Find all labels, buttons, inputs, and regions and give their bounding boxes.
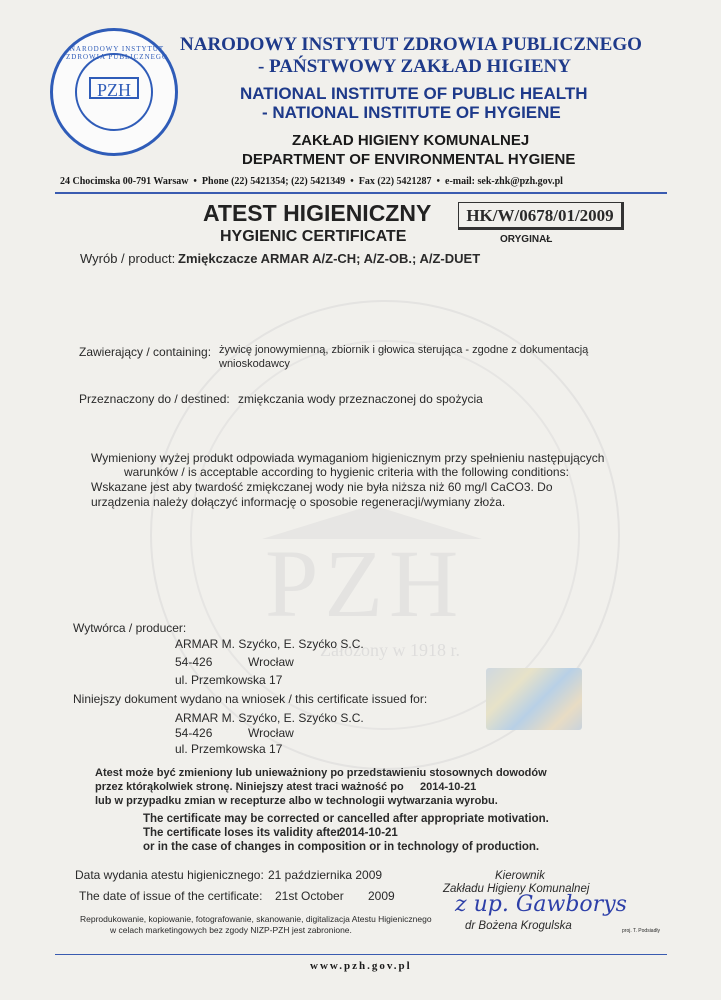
issued-for-city: Wrocław [248, 726, 294, 740]
validity-en-date: 2014-10-21 [339, 827, 398, 839]
producer-postcode: 54-426 [175, 655, 213, 669]
title-pl-1: NARODOWY INSTYTUT ZDROWIA PUBLICZNEGO [180, 34, 642, 55]
header-rule [55, 192, 667, 194]
contact-line: 24 Chocimska 00-791 Warsaw • Phone (22) 5421354; (22) 5421349 • Fax (22) 5421287 • e-mail: sek-zhk@pzh.gov.pl [60, 176, 563, 187]
destined-value: zmiękczania wody przeznaczonej do spożycia [238, 392, 483, 406]
certificate-number: HK/W/0678/01/2009 [458, 202, 624, 230]
conditions-line-4: urządzenia należy dołączyć informację o sposobie regeneracji/wymiany złoża. [91, 495, 506, 509]
watermark-text: PZH [265, 530, 465, 637]
issued-for-name: ARMAR M. Szyćko, E. Szyćko S.C. [175, 711, 364, 725]
validity-pl-date: 2014-10-21 [420, 781, 477, 793]
producer-street: ul. Przemkowska 17 [175, 673, 283, 687]
containing-value-1: żywicę jonowymienną, zbiornik i głowica sterująca - zgodne z dokumentacją [219, 344, 589, 356]
containing-label: Zawierający / containing: [79, 345, 212, 359]
product-label: Wyrób / product: [80, 251, 176, 266]
issue-en-day: 21st October [275, 889, 344, 903]
product-value: Zmiękczacze ARMAR A/Z-CH; A/Z-OB.; A/Z-DUET [178, 251, 481, 266]
hologram-sticker [486, 668, 582, 730]
destined-label: Przeznaczony do / destined: [79, 392, 230, 406]
producer-label: Wytwórca / producer: [73, 621, 187, 635]
issued-for-label: Niniejszy dokument wydano na wniosek / this certificate issued for: [73, 692, 428, 706]
issue-pl-label: Data wydania atestu higienicznego: [75, 868, 264, 882]
handwritten-signature: z up. Gawborys [455, 892, 627, 917]
signature-role-2: Zakładu Higieny Komunalnej [443, 883, 590, 895]
logo-ring-text: NARODOWY INSTYTUT ZDROWIA PUBLICZNEGO [65, 45, 169, 61]
title-en-2: - NATIONAL INSTITUTE OF HYGIENE [262, 103, 561, 122]
validity-pl-line-3: lub w przypadku zmian w recepturze albo w technologii wytwarzania wyrobu. [95, 795, 498, 807]
validity-pl-line-2: przez którąkolwiek stronę. Niniejszy atest traci ważność po [95, 781, 404, 793]
validity-en-line-3: or in the case of changes in composition or in technology of production. [143, 841, 540, 853]
issue-en-year: 2009 [368, 889, 395, 903]
validity-en-line-2: The certificate loses its validity after [143, 827, 342, 839]
certificate-title-pl: ATEST HIGIENICZNY [203, 200, 432, 226]
producer-name: ARMAR M. Szyćko, E. Szyćko S.C. [175, 637, 364, 651]
reproduction-line-1: Reprodukowanie, kopiowanie, fotografowanie, skanowanie, digitalizacja Atestu Higienicznego [80, 914, 432, 924]
title-en-1: NATIONAL INSTITUTE OF PUBLIC HEALTH [240, 84, 588, 103]
signature-small-note: proj. T. Podsiadły [622, 928, 660, 934]
certificate-title-en: HYGIENIC CERTIFICATE [220, 228, 407, 245]
validity-en-line-1: The certificate may be corrected or cancelled after appropriate motivation. [143, 813, 549, 825]
original-stamp: ORYGINAŁ [500, 234, 553, 245]
producer-city: Wrocław [248, 655, 294, 669]
issue-pl-value: 21 października 2009 [268, 868, 383, 882]
signature-role-1: Kierownik [495, 870, 545, 882]
conditions-line-2: warunków / is acceptable according to hygienic criteria with the following conditions: [124, 465, 569, 479]
signature-name: dr Bożena Krogulska [465, 920, 572, 932]
logo-pzh-text: PZH [89, 77, 139, 99]
reproduction-line-2: w celach marketingowych bez zgody NIZP-PZH jest zabronione. [110, 925, 352, 935]
institute-logo [50, 28, 178, 156]
issued-for-street: ul. Przemkowska 17 [175, 742, 283, 756]
containing-value-2: wnioskodawcy [219, 358, 290, 370]
dept-en: DEPARTMENT OF ENVIRONMENTAL HYGIENE [242, 151, 576, 168]
footer-url: www.pzh.gov.pl [310, 960, 412, 972]
conditions-line-1: Wymieniony wyżej produkt odpowiada wymaganiom higienicznym przy spełnieniu następujących [91, 451, 605, 465]
issue-en-label: The date of issue of the certificate: [79, 889, 263, 903]
conditions-line-3: Wskazane jest aby twardość zmiękczanej wody nie była niższa niż 60 mg/l CaCO3. Do [91, 480, 553, 494]
title-pl-2: - PAŃSTWOWY ZAKŁAD HIGIENY [258, 56, 571, 77]
dept-pl: ZAKŁAD HIGIENY KOMUNALNEJ [292, 132, 530, 149]
issued-for-postcode: 54-426 [175, 726, 213, 740]
footer-rule [55, 954, 667, 955]
validity-pl-line-1: Atest może być zmieniony lub unieważniony po przedstawieniu stosownych dowodów [95, 767, 547, 779]
watermark-year: Założony w 1918 r. [320, 640, 460, 660]
